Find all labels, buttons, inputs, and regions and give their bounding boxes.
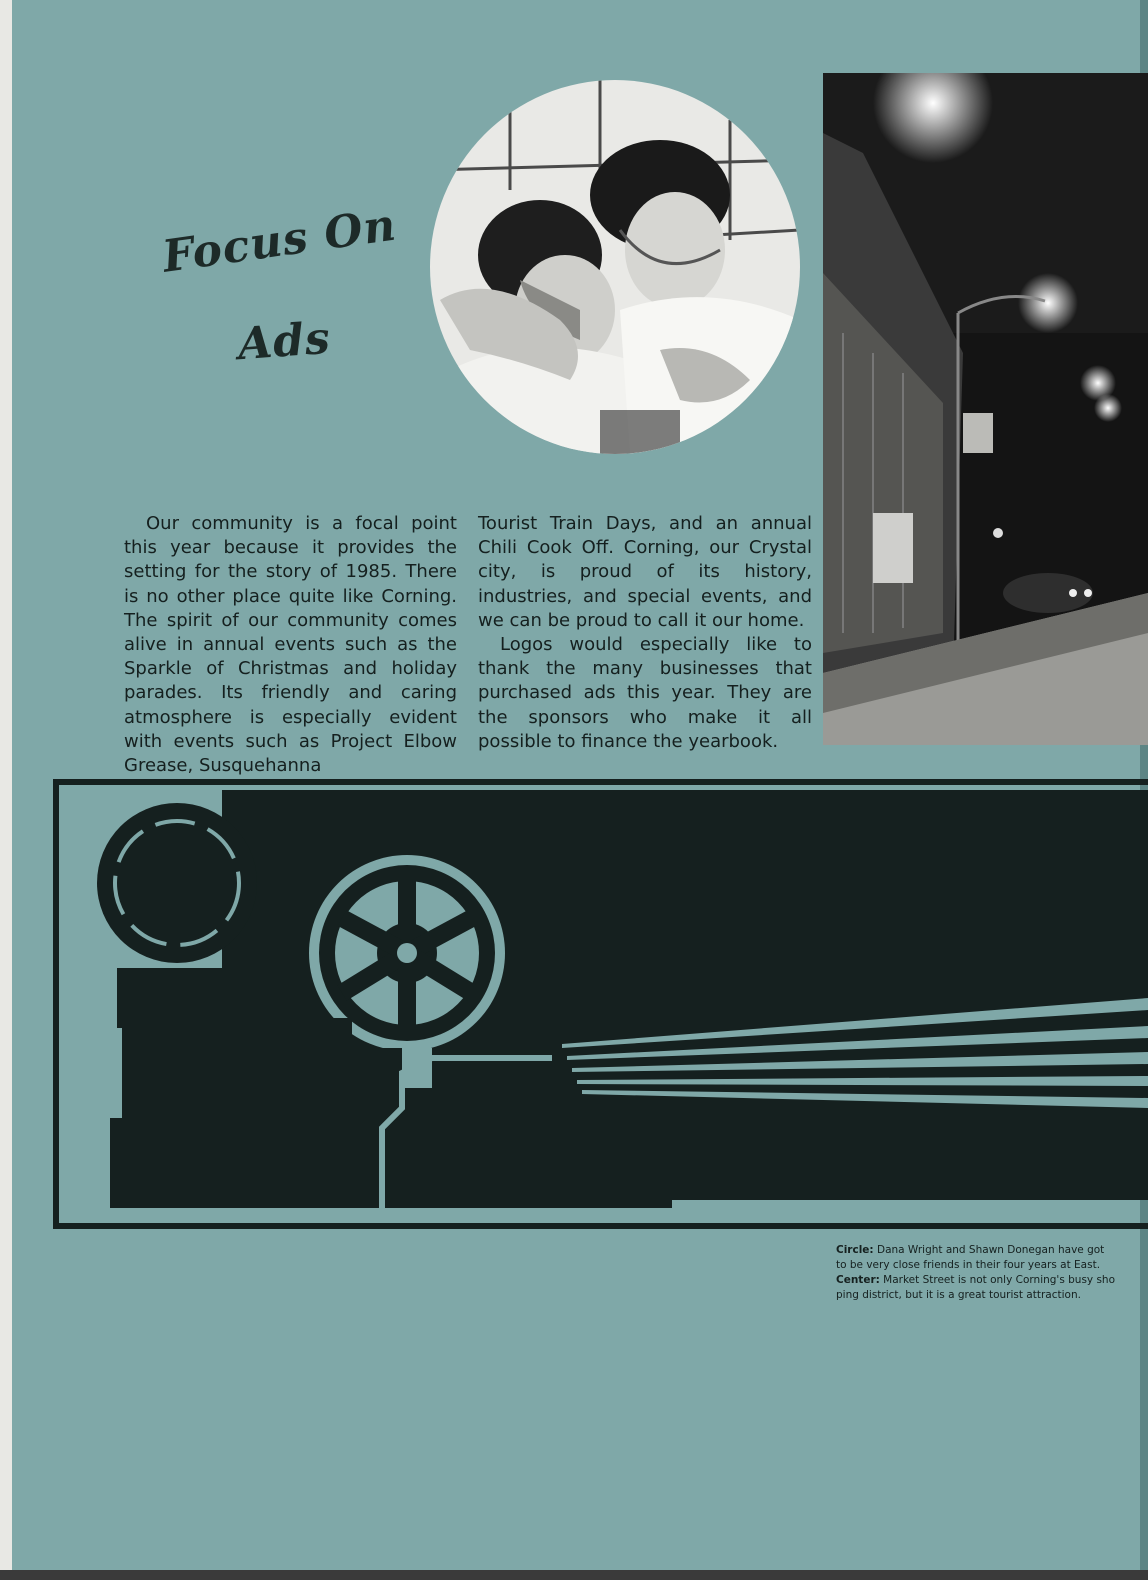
page-bottom-edge bbox=[0, 1570, 1148, 1580]
photo-caption bbox=[836, 1243, 1148, 1303]
caption-text: Market Street is not only Corning's busy sho bbox=[879, 1274, 1116, 1286]
caption-text: ping district, but it is a great tourist attraction. bbox=[836, 1289, 1081, 1301]
page-title-line2: Ads bbox=[236, 312, 333, 371]
caption-label-circle: Circle: bbox=[836, 1244, 874, 1256]
body-paragraph: Tourist Train Days, and an annual Chili Cook Off. Corning, our Crystal city, is proud of its history, industries, and special events, and we can be proud to call it our home. bbox=[478, 513, 812, 631]
caption-text: to be very close friends in their four years at East. bbox=[836, 1259, 1101, 1271]
page-binding-edge bbox=[0, 0, 12, 1580]
page-title-line1: Focus On bbox=[159, 199, 400, 283]
film-projector-graphic bbox=[52, 768, 1148, 1230]
body-paragraph: Our community is a focal point this year because it provides the setting for the story of 1985. There is no other place quite like Corning. The spirit of our community comes alive in annual events such as the Sparkle of Christmas and holiday parades. Its friendly and caring atmosphere is especially evident with events such as Project Elbow Grease, Susquehanna bbox=[124, 513, 457, 777]
circle-photo bbox=[430, 80, 800, 454]
body-column-left bbox=[124, 512, 457, 778]
caption-label-center: Center: bbox=[836, 1274, 880, 1286]
body-paragraph: Logos would especially like to thank the many businesses that purchased ads this year. They are the sponsors who make it all possible to finance the yearbook. bbox=[478, 634, 812, 752]
body-column-right bbox=[478, 512, 812, 754]
market-street-photo bbox=[823, 73, 1148, 745]
caption-text: Dana Wright and Shawn Donegan have got bbox=[873, 1244, 1105, 1256]
